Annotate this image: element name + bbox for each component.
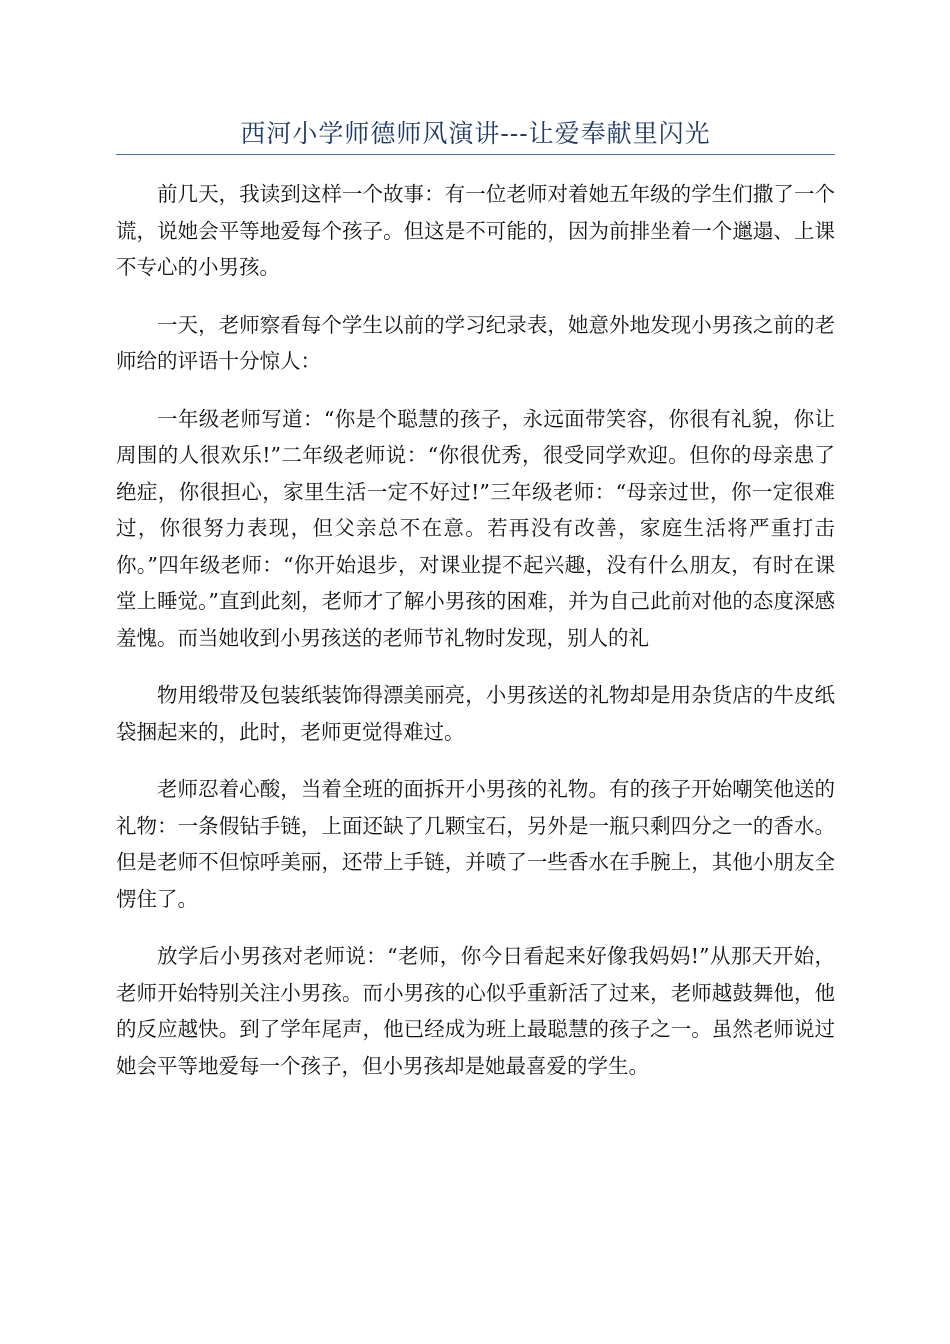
title-underline-rule — [116, 154, 835, 155]
paragraph-1: 前几天，我读到这样一个故事：有一位老师对着她五年级的学生们撒了一个谎，说她会平等地爱每个孩子。但这是不可能的，因为前排坐着一个邋遢、上课不专心的小男孩。 — [116, 182, 835, 279]
paragraph-6: 放学后小男孩对老师说：“老师，你今日看起来好像我妈妈!”从那天开始，老师开始特别关注小男孩。而小男孩的心似乎重新活了过来，老师越鼓舞他，他的反应越快。到了学年尾声，他已经成为班上最聪慧的孩子之一。虽然老师说过她会平等地爱每一个孩子，但小男孩却是她最喜爱的学生。 — [116, 944, 835, 1078]
paragraph-4: 物用缎带及包装纸装饰得漂美丽亮，小男孩送的礼物却是用杂货店的牛皮纸袋捆起来的，此时，老师更觉得难过。 — [116, 683, 835, 744]
document-body — [116, 176, 835, 1105]
paragraph-2: 一天，老师察看每个学生以前的学习纪录表，她意外地发现小男孩之前的老师给的评语十分惊人： — [116, 312, 835, 373]
paragraph-3: 一年级老师写道：“你是个聪慧的孩子，永远面带笑容，你很有礼貌，你让周围的人很欢乐!”二年级老师说：“你很优秀，很受同学欢迎。但你的母亲患了绝症，你很担心，家里生活一定不好过!”三年级老师：“母亲过世，你一定很难过，你很努力表现，但父亲总不在意。若再没有改善，家庭生活将严重打击你。”四年级老师：“你开始退步，对课业提不起兴趣，没有什么朋友，有时在课堂上睡觉。”直到此刻，老师才了解小男孩的困难，并为自己此前对他的态度深感羞愧。而当她收到小男孩送的老师节礼物时发现，别人的礼 — [116, 406, 835, 650]
paragraph-5: 老师忍着心酸，当着全班的面拆开小男孩的礼物。有的孩子开始嘲笑他送的礼物：一条假钻手链，上面还缺了几颗宝石，另外是一瓶只剩四分之一的香水。但是老师不但惊呼美丽，还带上手链，并喷了一些香水在手腕上，其他小朋友全愣住了。 — [116, 777, 835, 911]
document-title: 西河小学师德师风演讲---让爱奉献里闪光 — [240, 119, 711, 148]
